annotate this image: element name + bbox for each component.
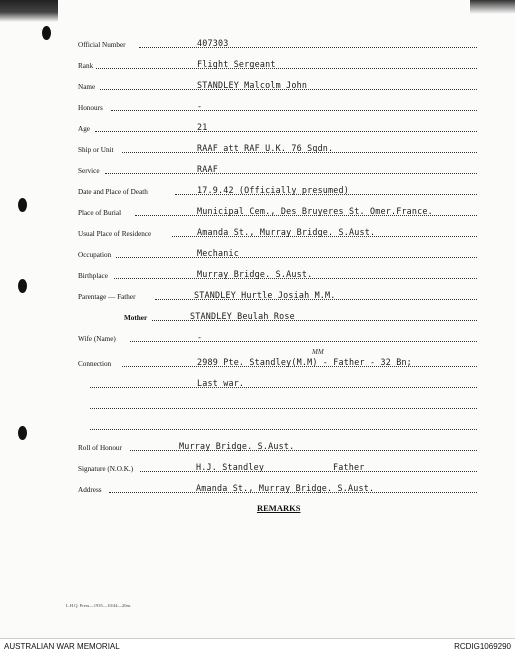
- field-value: RAAF att RAF U.K. 76 Sqdn.: [197, 143, 334, 153]
- field-label: Signature (N.O.K.): [78, 465, 134, 473]
- row-mother: [0, 306, 515, 324]
- field-value: -: [197, 332, 203, 342]
- field-value: Last war.: [197, 378, 245, 388]
- footer-bar: [0, 638, 515, 655]
- row-name: [0, 75, 515, 93]
- field-value: 2989 Pte. Standley(M.M) - Father - 32 Bn;: [197, 357, 412, 367]
- row-service: [0, 159, 515, 177]
- blank-line: [0, 394, 515, 412]
- field-value: Flight Sergeant: [197, 59, 276, 69]
- field-value: Murray Bridge. S.Aust.: [197, 269, 313, 279]
- field-value: Municipal Cem., Des Bruyeres St. Omer.France.: [197, 206, 433, 216]
- field-label: Address: [78, 486, 102, 494]
- row-birthplace: [0, 264, 515, 282]
- field-value: STANDLEY Beulah Rose: [190, 311, 295, 321]
- blank-line: [0, 415, 515, 433]
- field-label: Occupation: [78, 251, 112, 259]
- row-place-of-burial: [0, 201, 515, 219]
- row-roll-of-honour: [0, 436, 515, 454]
- field-value: 21: [197, 122, 208, 132]
- field-label: Usual Place of Residence: [78, 230, 152, 238]
- row-father: [0, 285, 515, 303]
- printer-note: L.H.Q. Press—1935—10/44—20m.: [66, 603, 132, 608]
- field-value: Amanda St., Murray Bridge. S.Aust.: [197, 227, 376, 237]
- field-label: Service: [78, 167, 100, 175]
- row-connection-cont: [0, 373, 515, 391]
- field-label: Age: [78, 125, 90, 133]
- field-value: STANDLEY Malcolm John: [197, 80, 308, 90]
- field-value: Amanda St., Murray Bridge. S.Aust.: [196, 483, 375, 493]
- row-honours: [0, 96, 515, 114]
- field-value: Mechanic: [197, 248, 239, 258]
- field-label: Name: [78, 83, 96, 91]
- field-label: Parentage — Father: [78, 293, 136, 301]
- field-value: RAAF: [197, 164, 218, 174]
- scan-shadow-top-left: [0, 0, 58, 22]
- field-label: Ship or Unit: [78, 146, 114, 154]
- field-value: 17.9.42 (Officially presumed): [197, 185, 350, 195]
- field-value: 407303: [197, 38, 229, 48]
- field-value-relation: Father: [333, 462, 365, 472]
- field-label: Roll of Honour: [78, 444, 122, 452]
- field-label: Mother: [124, 314, 148, 322]
- row-occupation: [0, 243, 515, 261]
- field-value: Murray Bridge. S.Aust.: [179, 441, 295, 451]
- row-address: [0, 478, 515, 496]
- row-connection: [0, 352, 515, 370]
- row-ship-or-unit: [0, 138, 515, 156]
- row-rank: [0, 54, 515, 72]
- footer-record-id: RCDIG1069290: [454, 642, 511, 651]
- field-label: Connection: [78, 360, 112, 368]
- footer-source: AUSTRALIAN WAR MEMORIAL: [4, 642, 120, 651]
- field-value: H.J. Standley: [196, 462, 265, 472]
- field-label: Official Number: [78, 41, 126, 49]
- remarks-heading: REMARKS: [257, 503, 301, 513]
- field-label: Birthplace: [78, 272, 108, 280]
- row-signature: [0, 457, 515, 475]
- handwritten-annotation: MM: [312, 348, 324, 356]
- field-value: -: [197, 101, 203, 111]
- row-wife: [0, 327, 515, 345]
- field-label: Wife (Name): [78, 335, 116, 343]
- field-label: Rank: [78, 62, 94, 70]
- field-label: Place of Burial: [78, 209, 122, 217]
- scan-shadow-top-right: [470, 0, 515, 14]
- row-usual-residence: [0, 222, 515, 240]
- field-value: STANDLEY Hurtle Josiah M.M.: [194, 290, 336, 300]
- row-age: [0, 117, 515, 135]
- row-date-place-death: [0, 180, 515, 198]
- row-official-number: [0, 33, 515, 51]
- field-label: Honours: [78, 104, 103, 112]
- field-label: Date and Place of Death: [78, 188, 148, 196]
